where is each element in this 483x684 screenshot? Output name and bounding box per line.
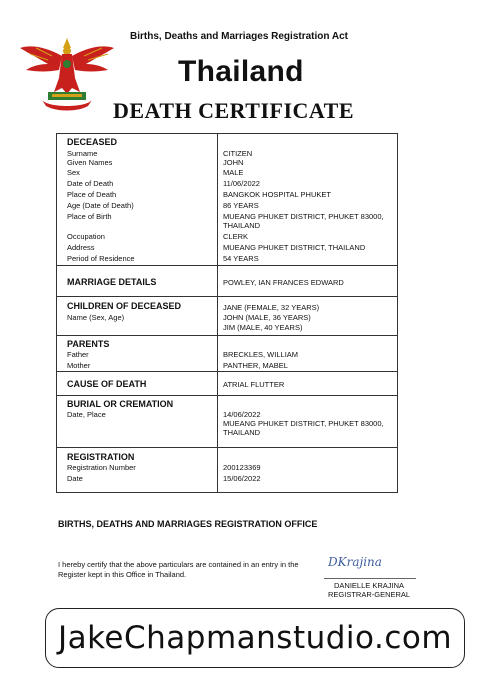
label-occupation: Occupation bbox=[67, 232, 105, 241]
value-child: JANE (FEMALE, 32 YEARS) bbox=[223, 303, 320, 312]
certification-text: I hereby certify that the above particulars are contained in an entry in the Register kept in this Office in Thailand. bbox=[58, 560, 299, 579]
signature-line bbox=[324, 578, 416, 579]
value-child: JOHN (MALE, 36 YEARS) bbox=[223, 313, 311, 322]
section-heading: CHILDREN OF DECEASED bbox=[67, 301, 182, 311]
value-registration-number: 200123369 bbox=[223, 463, 261, 472]
value-date-of-death: 11/06/2022 bbox=[223, 179, 260, 188]
certificate-table bbox=[56, 133, 398, 493]
value-mother: PANTHER, MABEL bbox=[223, 361, 288, 370]
watermark-text: JakeChapmanstudio.com bbox=[57, 620, 453, 656]
label-surname: Surname bbox=[67, 149, 98, 158]
registrar-title: REGISTRAR-GENERAL bbox=[328, 590, 411, 599]
section-parents bbox=[57, 335, 397, 372]
value-surname: CITIZEN bbox=[223, 149, 253, 158]
section-heading: CAUSE OF DEATH bbox=[67, 379, 147, 389]
label-burial: Date, Place bbox=[67, 410, 106, 419]
value-father: BRECKLES, WILLIAM bbox=[223, 350, 299, 359]
value-spouse: POWLEY, IAN FRANCES EDWARD bbox=[223, 278, 344, 287]
label-father: Father bbox=[67, 350, 89, 359]
label-place-of-death: Place of Death bbox=[67, 190, 117, 199]
value-given-names: JOHN bbox=[223, 158, 244, 167]
value-place-of-death: BANGKOK HOSPITAL PHUKET bbox=[223, 190, 331, 199]
label-place-of-birth: Place of Birth bbox=[67, 212, 112, 221]
watermark-banner bbox=[45, 608, 465, 668]
label-children: Name (Sex, Age) bbox=[67, 313, 125, 322]
value-child: JIM (MALE, 40 YEARS) bbox=[223, 323, 303, 332]
signature: DKrajina bbox=[328, 555, 382, 569]
section-children bbox=[57, 296, 397, 336]
value-period-of-residence: 54 YEARS bbox=[223, 254, 259, 263]
label-registration-date: Date bbox=[67, 474, 83, 483]
label-sex: Sex bbox=[67, 168, 80, 177]
section-heading: DECEASED bbox=[67, 137, 118, 147]
value-occupation: CLERK bbox=[223, 232, 249, 241]
section-deceased bbox=[57, 134, 397, 265]
section-heading: PARENTS bbox=[67, 339, 110, 349]
section-marriage bbox=[57, 265, 397, 297]
value-age: 86 YEARS bbox=[223, 201, 259, 210]
office-title: BIRTHS, DEATHS AND MARRIAGES REGISTRATION OFFICE bbox=[58, 519, 318, 529]
act-title: Births, Deaths and Marriages Registration Act bbox=[130, 31, 349, 42]
value-place-of-birth: MUEANG PHUKET DISTRICT, PHUKET 83000, THAILAND bbox=[223, 212, 384, 230]
garuda-emblem-icon bbox=[18, 34, 116, 114]
label-given-names: Given Names bbox=[67, 158, 113, 167]
label-date-of-death: Date of Death bbox=[67, 179, 114, 188]
section-heading: MARRIAGE DETAILS bbox=[67, 277, 157, 287]
label-address: Address bbox=[67, 243, 95, 252]
label-mother: Mother bbox=[67, 361, 91, 370]
label-registration-number: Registration Number bbox=[67, 463, 136, 472]
value-sex: MALE bbox=[223, 168, 244, 177]
section-burial bbox=[57, 395, 397, 448]
section-heading: BURIAL OR CREMATION bbox=[67, 399, 174, 409]
value-address: MUEANG PHUKET DISTRICT, THAILAND bbox=[223, 243, 366, 252]
section-registration bbox=[57, 447, 397, 493]
label-age: Age (Date of Death) bbox=[67, 201, 134, 210]
section-cause-of-death bbox=[57, 371, 397, 396]
value-cause-of-death: ATRIAL FLUTTER bbox=[223, 380, 285, 389]
value-burial: 14/06/2022 MUEANG PHUKET DISTRICT, PHUKET 83000, THAILAND bbox=[223, 410, 384, 437]
value-registration-date: 15/06/2022 bbox=[223, 474, 261, 483]
registrar-name: DANIELLE KRAJINA bbox=[334, 581, 405, 590]
country-title: Thailand bbox=[178, 55, 304, 88]
section-heading: REGISTRATION bbox=[67, 452, 135, 462]
label-period-of-residence: Period of Residence bbox=[67, 254, 135, 263]
document-title: DEATH CERTIFICATE bbox=[113, 98, 355, 123]
